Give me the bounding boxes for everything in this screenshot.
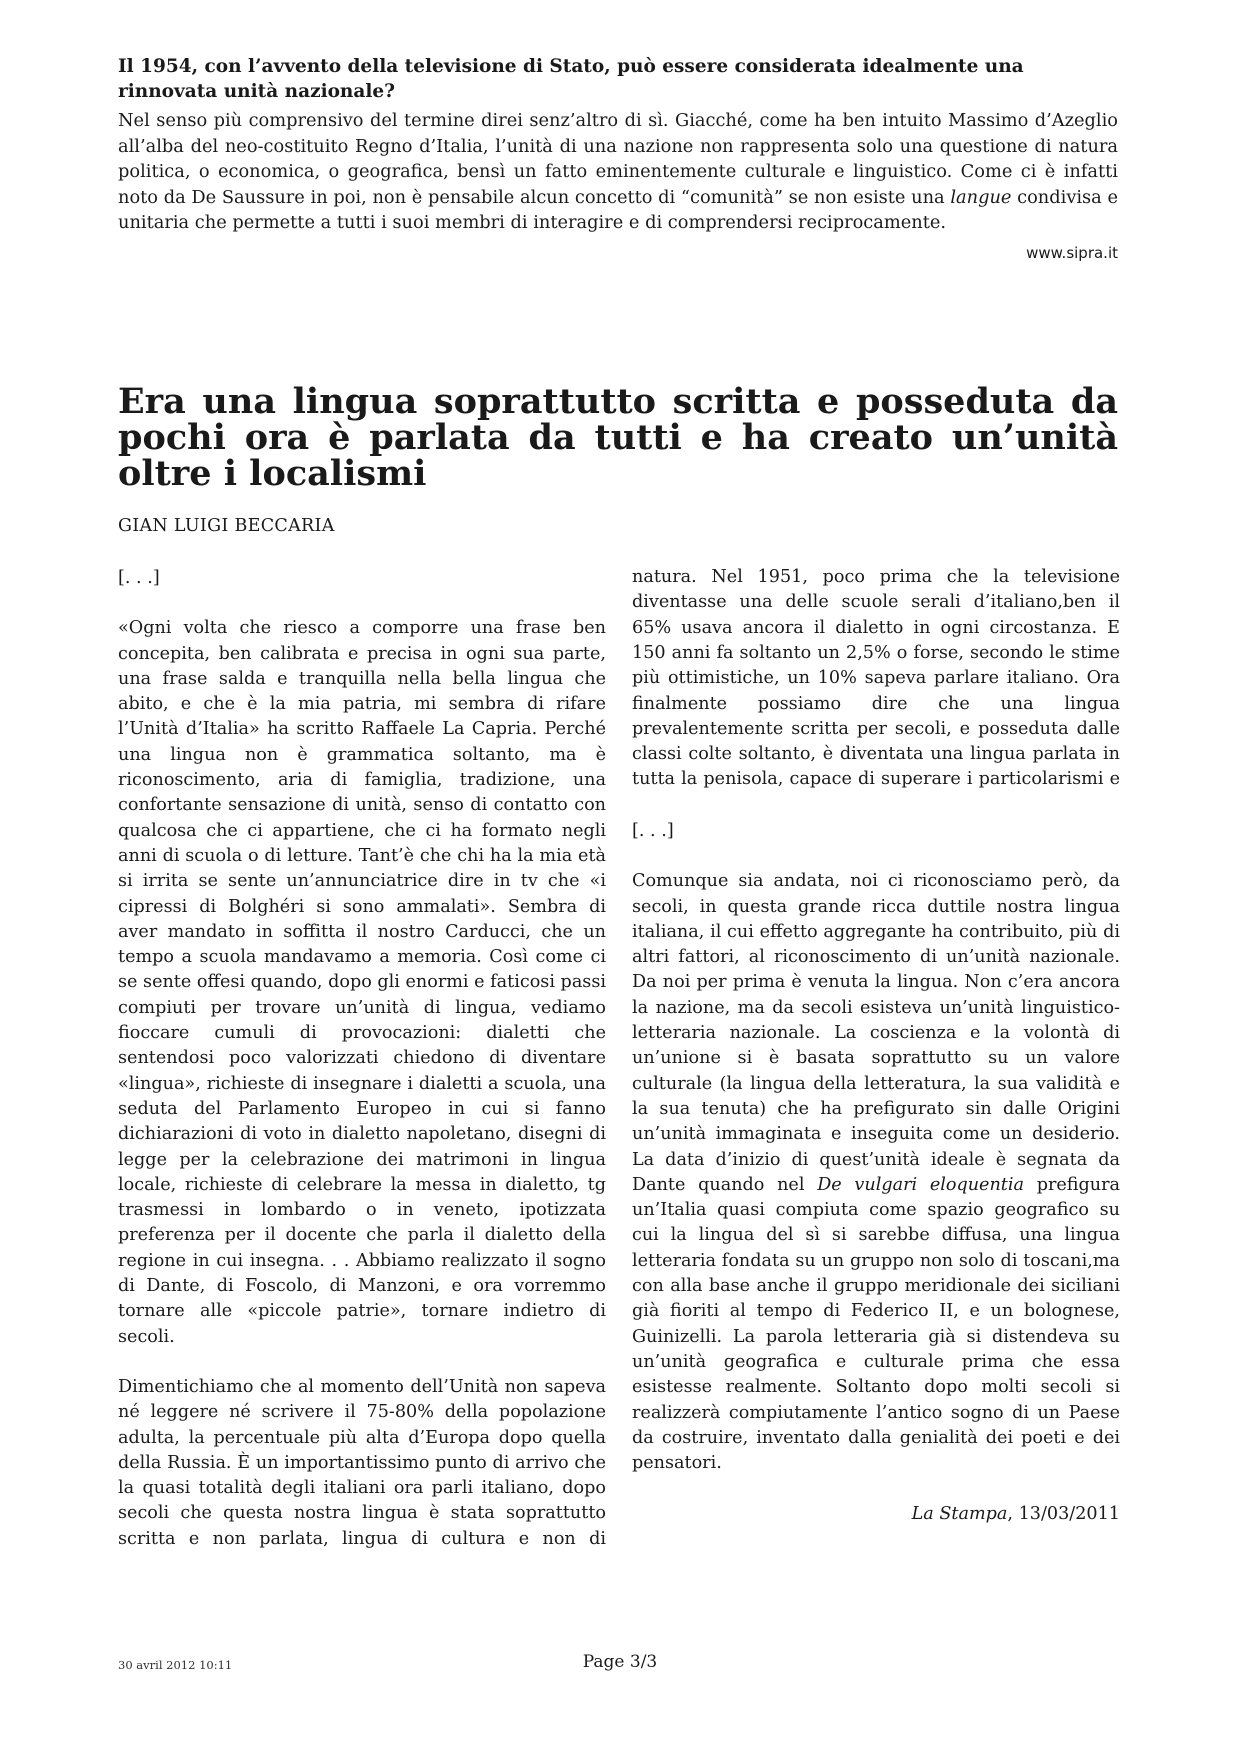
article-paragraph-2: Dimentichiamo che al momento dell’Unità non sapeva né leggere né scrivere il 75-80% della popolazione adulta, la percentuale più alta d’Europa dopo quella della Russia. È un importantissimo punto di arrivo che la quasi totalità degli italiani ora parli italiano, dopo secoli che questa nostra lingua è stata soprattutto scritta e non parlata, lingua di cultura e non di (118, 1376, 606, 1549)
article-paragraph-2-continued (632, 566, 1120, 794)
paragraph-3-text-end: prefigura un’Italia quasi compiuta come spazio geografico su cui la lingua del sì si sarebbe diffusa, una lingua letteraria fondata su un gruppo non solo di toscani,ma con alla base anche il gruppo meridionale dei siciliani già fioriti al tempo di Federico II, e un bolognese, Guinizelli. La parola letteraria già si distendeva su un’unità geografica e culturale prima che essa esistesse realmente. Soltanto dopo molti secoli si realizzerà compiutamente l’antico sogno di un Paese da costruire, inventato dalla genialità dei poeti e dei pensatori. (632, 1174, 1121, 1474)
article-headline: Era una lingua soprattutto scritta e posseduta da pochi ora è parlata da tutti e ha creato un’unità oltre i localismi (118, 381, 1118, 494)
omission-marker: [. . .] (118, 568, 160, 588)
citation-date: , 13/03/2011 (1007, 1504, 1120, 1524)
interview-section (118, 54, 1118, 262)
omission-marker-2: [. . .] (632, 821, 674, 841)
page-number: Page 3/3 (582, 1652, 658, 1672)
article-paragraph-1: «Ogni volta che riesco a comporre una frase ben concepita, ben calibrata e precisa in ogni sua parte, una frase salda e tranquilla nella bella lingua che abito, e che è la mia patria, mi sembra di rifare l’Unità d’Italia» ha scritto Raffaele La Capria. Perché una lingua non è grammatica soltanto, ma è riconoscimento, aria di famiglia, tradizione, una confortante sensazione di unità, senso di contatto con qualcosa che ci appartiene, che ci ha formato negli anni di scuola o di letture. Tant’è che chi ha la mia età si irrita se sente un’annunciatrice dire in tv che «i cipressi di Bolghéri si sono ammalati». Sembra di aver mandato in soffitta il nostro Carducci, che un tempo a scuola mandavamo a memoria. Così come ci se sente offesi quando, dopo gli enormi e faticosi passi compiuti per trovare un’unità di lingua, vediamo fioccare cumuli di provocazioni: dialetti che sentendosi poco valorizzati chiedono di diventare «lingua», richieste di insegnare i dialetti a scuola, una seduta del Parlamento Europeo in cui si fanno dichiarazioni di voto in dialetto napoletano, disegni di legge per la celebrazione dei matrimoni in lingua locale, richieste di celebrare la messa in dialetto, tg trasmessi in lombardo o in veneto, ipotizzata preferenza per il docente che parla il dialetto della regione in cui insegna. . . Abbiamo realizzato il sogno di Dante, di Foscolo, di Manzoni, e ora vorremmo tornare alle «piccole patrie», tornare indietro di secoli. (118, 618, 606, 1347)
interview-answer-text-end: condivisa e unitaria che permette a tutti i suoi membri di interagire e di comprendersi reciprocamente. (118, 186, 1118, 233)
paragraph-3-italic: De vulgari eloquentia (817, 1174, 1024, 1195)
paragraph-3-text: Comunque sia andata, noi ci riconosciamo però, da secoli, in questa grande ricca duttile nostra lingua italiana, il cui effetto aggregante ha contribuito, più di altri fattori, al riconoscimento di un’unità nazionale. Da noi per prima è venuta la lingua. Non c’era ancora la nazione, ma da secoli esisteva un’unità linguistico-letteraria nazionale. La coscienza e la volontà di un’unione si è basata soprattutto su un valore culturale (la lingua della letteratura, la sua validità e la sua tenuta) che ha prefigurato sin dalle Origini un’unità immaginata e inseguita come un desiderio. La data d’inizio di quest’unità ideale è segnata da Dante quando nel (632, 871, 1120, 1195)
article-column-right (632, 566, 1120, 1501)
article-citation (632, 1504, 1120, 1524)
interview-answer-italic: langue (950, 186, 1012, 208)
paragraph-2-overflow: natura. Nel 1951, poco prima che la televisione diventasse una delle scuole serali d’italiano,ben il 65% usava ancora il dialetto in ogni circostanza. E 150 anni fa soltanto un 2,5% o forse, secondo le stime più ottimistiche, un 10% sapeva parlare italiano. Ora finalmente possiamo dire che una lingua prevalentemente scritta per secoli, e posseduta dalle classi colte soltanto, è diventata una lingua parlata in tutta la penisola, capace di superare i particolarismi e (632, 567, 1120, 790)
source-link: www.sipra.it (1026, 243, 1118, 262)
interview-answer (118, 108, 1118, 236)
interview-question: Il 1954, con l’avvento della televisione di Stato, può essere considerata idealmente una rinnovata unità nazionale? (118, 56, 1024, 102)
article-paragraph-3 (632, 869, 1120, 1476)
print-date: 30 avril 2012 10:11 (118, 1658, 233, 1672)
article-author: GIAN LUIGI BECCARIA (118, 516, 335, 536)
article-column-left (118, 566, 606, 1578)
interview-answer-text: Nel senso più comprensivo del termine direi senz’altro di sì. Giacché, come ha ben intuito Massimo d’Azeglio all’alba del neo-costituito Regno d’Italia, l’unità di una nazione non rappresenta solo una questione di natura politica, o economica, o geografica, bensì un fatto eminentemente culturale e linguistico. Come ci è infatti noto da De Saussure in poi, non è pensabile alcun concetto di “comunità” se non esiste una (118, 110, 1118, 208)
citation-source: La Stampa (911, 1504, 1008, 1524)
